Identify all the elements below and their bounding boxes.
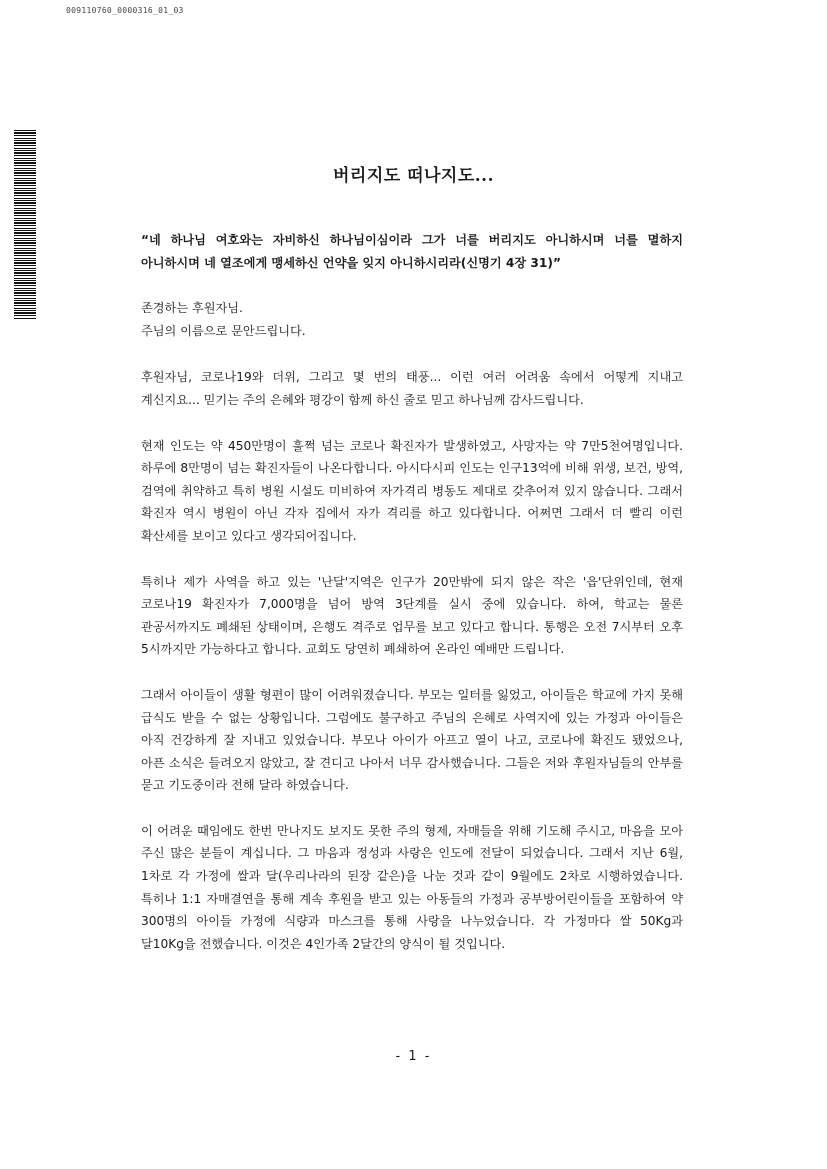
body-paragraph: 특히나 제가 사역을 하고 있는 '난달'지역은 인구가 20만밖에 되지 않은 작은 '읍'단위인데, 현재 코로나19 확진자가 7,000명을 넘어 방역 3단계를 실시 중에 있습니다. 하여, 학교는 물론 관공서까지도 폐쇄된 상태이며, 은행도 격주로 업무를 보고 있다고 합니다. 통행은 오전 7시부터 오후 5시까지만 가능하다고 합니다. 교회도 당연히 폐쇄하여 온라인 예배만 드립니다. bbox=[141, 574, 683, 657]
greeting-paragraph: 존경하는 후원자님. 주님의 이름으로 문안드립니다. bbox=[141, 301, 306, 338]
document-id: 009110760_0000316_01_03 bbox=[66, 6, 184, 15]
body-paragraph: 후원자님, 코로나19와 더위, 그리고 몇 번의 태풍... 이런 여러 어려움 속에서 어떻게 지내고 계신지요... 믿기는 주의 은혜와 평강이 함께 하신 줄로 믿고 하나님께 감사드립니다. bbox=[141, 370, 683, 407]
letter-body bbox=[141, 229, 683, 978]
barcode-image bbox=[14, 130, 36, 320]
scripture-quote: “네 하나님 여호와는 자비하신 하나님이심이라 그가 너를 버리지도 아니하시며 너를 멸하지 아니하시며 네 열조에게 맹세하신 언약을 잊지 아니하시리라(신명기 4장 31)” bbox=[141, 233, 683, 270]
body-paragraph: 그래서 아이들이 생활 형편이 많이 어려워졌습니다. 부모는 일터를 잃었고, 아이들은 학교에 가지 못해 급식도 받을 수 없는 상황입니다. 그럼에도 불구하고 주님의 은혜로 사역지에 있는 가정과 아이들은 아직 건강하게 잘 지내고 있었습니다. 부모나 아이가 아프고 열이 나고, 코로나에 확진도 됐었으나, 아픈 소식은 들려오지 않았고, 잘 견디고 나아서 너무 감사했습니다. 그들은 저와 후원자님들의 안부를 묻고 기도중이라 전해 달라 하였습니다. bbox=[141, 687, 683, 793]
body-paragraph: 이 어려운 때임에도 한번 만나지도 보지도 못한 주의 형제, 자매들을 위해 기도해 주시고, 마음을 모아 주신 많은 분들이 계십니다. 그 마음과 정성과 사랑은 인도에 전달이 되었습니다. 그래서 지난 6월, 1차로 각 가정에 쌀과 달(우리나라의 된장 같은)을 나눈 것과 같이 9월에도 2차로 시행하였습니다. 특히나 1:1 자매결연을 통해 계속 후원을 받고 있는 아동들의 가정과 공부방어린이들을 포함하여 약 300명의 아이들 가정에 식량과 마스크를 통해 사랑을 나누었습니다. 각 가정마다 쌀 50Kg과 달10Kg을 전했습니다. 이것은 4인가족 2달간의 양식이 될 것입니다. bbox=[141, 823, 683, 951]
page-number: - 1 - bbox=[395, 1049, 432, 1064]
page-title: 버리지도 떠나지도... bbox=[332, 166, 495, 186]
body-paragraph: 현재 인도는 약 450만명이 훌쩍 넘는 코로나 확진자가 발생하였고, 사망자는 약 7만5천여명입니다. 하루에 8만명이 넘는 확진자들이 나온다합니다. 아시다시피 인도는 인구13억에 비해 위생, 보건, 방역, 검역에 취약하고 특히 병원 시설도 미비하여 자가격리 병동도 제대로 갖추어져 있지 않습니다. 그래서 확진자 역시 병원이 아닌 각자 집에서 자가 격리를 하고 있다합니다. 어쩌면 그래서 더 빨리 이런 확산세를 보이고 있다고 생각되어집니다. bbox=[141, 438, 683, 543]
